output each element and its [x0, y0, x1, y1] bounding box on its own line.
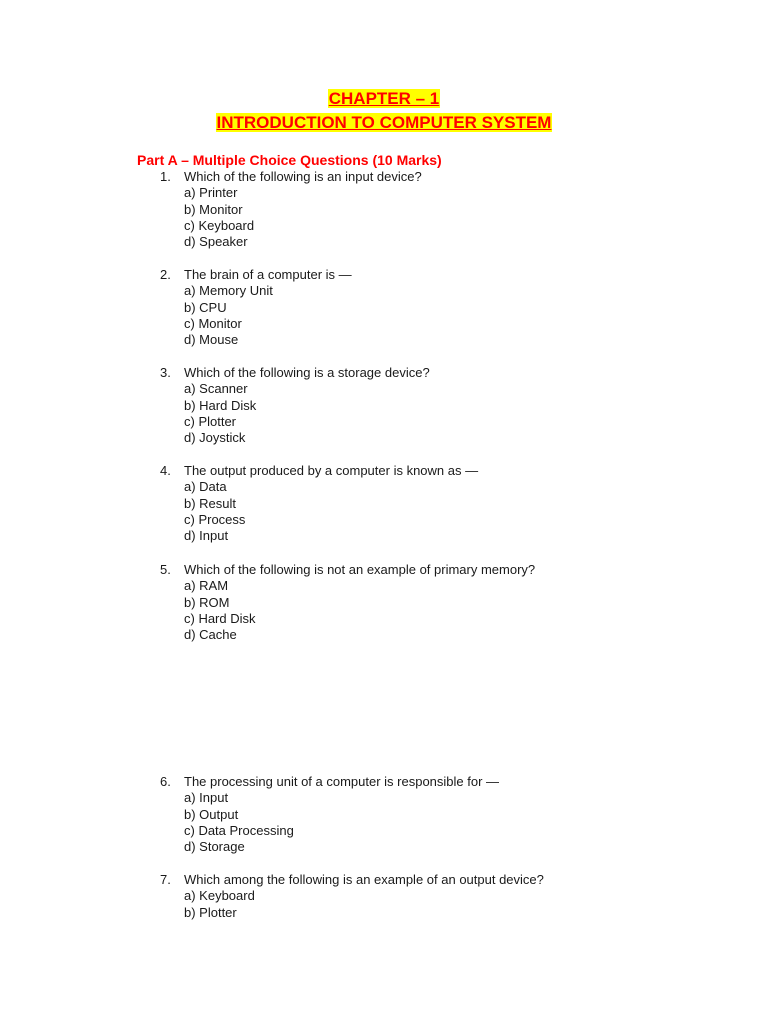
answer-option-text: b) ROM — [184, 594, 230, 610]
question-number: 5. — [160, 562, 171, 577]
answer-option-text: a) Input — [184, 790, 229, 806]
answer-option-text: a) Keyboard — [184, 888, 255, 904]
question-item — [160, 872, 720, 921]
question-item — [160, 463, 720, 544]
answer-option — [160, 430, 720, 446]
answer-option — [160, 807, 720, 823]
question-line — [160, 267, 720, 283]
answer-option-text: b) Result — [184, 495, 237, 511]
answer-option-text: c) Keyboard — [184, 217, 255, 233]
question-text: The output produced by a computer is known as — — [184, 463, 479, 478]
chapter-number-text: CHAPTER – 1 — [328, 89, 440, 108]
answer-option — [160, 512, 720, 528]
answer-option-text: b) Hard Disk — [184, 397, 257, 413]
answer-option-text: c) Process — [184, 511, 246, 527]
question-number: 7. — [160, 872, 171, 887]
answer-option — [160, 218, 720, 234]
answer-option — [160, 300, 720, 316]
answer-option — [160, 528, 720, 544]
answer-option — [160, 479, 720, 495]
answer-option — [160, 578, 720, 594]
answer-option — [160, 316, 720, 332]
answer-option-text: b) Monitor — [184, 201, 243, 217]
question-line — [160, 365, 720, 381]
answer-option — [160, 627, 720, 643]
question-line — [160, 774, 720, 790]
question-number: 3. — [160, 365, 171, 380]
answer-option — [160, 905, 720, 921]
answer-option-text: b) CPU — [184, 299, 227, 315]
question-text: Which of the following is not an example of primary memory? — [184, 562, 536, 577]
answer-option — [160, 381, 720, 397]
answer-option-text: d) Speaker — [184, 234, 248, 250]
answer-option — [160, 790, 720, 806]
answer-option — [160, 414, 720, 430]
answer-option-text: a) Data — [184, 479, 227, 495]
answer-option-text: c) Monitor — [184, 315, 242, 331]
question-line — [160, 463, 720, 479]
question-item — [160, 267, 720, 348]
question-text: Which among the following is an example of an output device? — [184, 872, 544, 887]
answer-option — [160, 398, 720, 414]
question-line — [160, 562, 720, 578]
answer-option-text: c) Hard Disk — [184, 610, 256, 626]
answer-option — [160, 595, 720, 611]
question-item — [160, 365, 720, 446]
answer-option — [160, 496, 720, 512]
question-item — [160, 169, 720, 250]
question-text: Which of the following is a storage device? — [184, 365, 430, 380]
answer-option — [160, 611, 720, 627]
question-item — [160, 562, 720, 643]
chapter-title — [0, 112, 768, 134]
answer-option-text: b) Plotter — [184, 904, 237, 920]
answer-option-text: a) RAM — [184, 578, 229, 594]
answer-option — [160, 888, 720, 904]
answer-option — [160, 185, 720, 201]
question-number: 2. — [160, 267, 171, 282]
answer-option-text: d) Mouse — [184, 332, 239, 348]
part-a-heading: Part A – Multiple Choice Questions (10 Marks) — [137, 152, 442, 168]
question-item — [160, 774, 720, 855]
answer-option-text: d) Joystick — [184, 430, 246, 446]
answer-option — [160, 332, 720, 348]
question-number: 1. — [160, 169, 171, 184]
answer-option-text: a) Memory Unit — [184, 283, 273, 299]
answer-option-text: a) Printer — [184, 185, 238, 201]
question-text: The processing unit of a computer is responsible for — — [184, 774, 500, 789]
answer-option — [160, 202, 720, 218]
answer-option-text: c) Data Processing — [184, 822, 294, 838]
answer-option-text: c) Plotter — [184, 413, 237, 429]
answer-option-text: a) Scanner — [184, 381, 248, 397]
question-line — [160, 169, 720, 185]
question-number: 4. — [160, 463, 171, 478]
answer-option-text: d) Input — [184, 528, 229, 544]
question-text: The brain of a computer is — — [184, 267, 352, 282]
answer-option — [160, 234, 720, 250]
answer-option-text: d) Storage — [184, 839, 245, 855]
answer-option — [160, 839, 720, 855]
question-line — [160, 872, 720, 888]
chapter-number — [0, 88, 768, 110]
answer-option-text: d) Cache — [184, 627, 237, 643]
answer-option — [160, 823, 720, 839]
answer-option — [160, 283, 720, 299]
chapter-title-text: INTRODUCTION TO COMPUTER SYSTEM — [216, 113, 552, 132]
question-number: 6. — [160, 774, 171, 789]
question-text: Which of the following is an input device? — [184, 169, 422, 184]
answer-option-text: b) Output — [184, 806, 239, 822]
